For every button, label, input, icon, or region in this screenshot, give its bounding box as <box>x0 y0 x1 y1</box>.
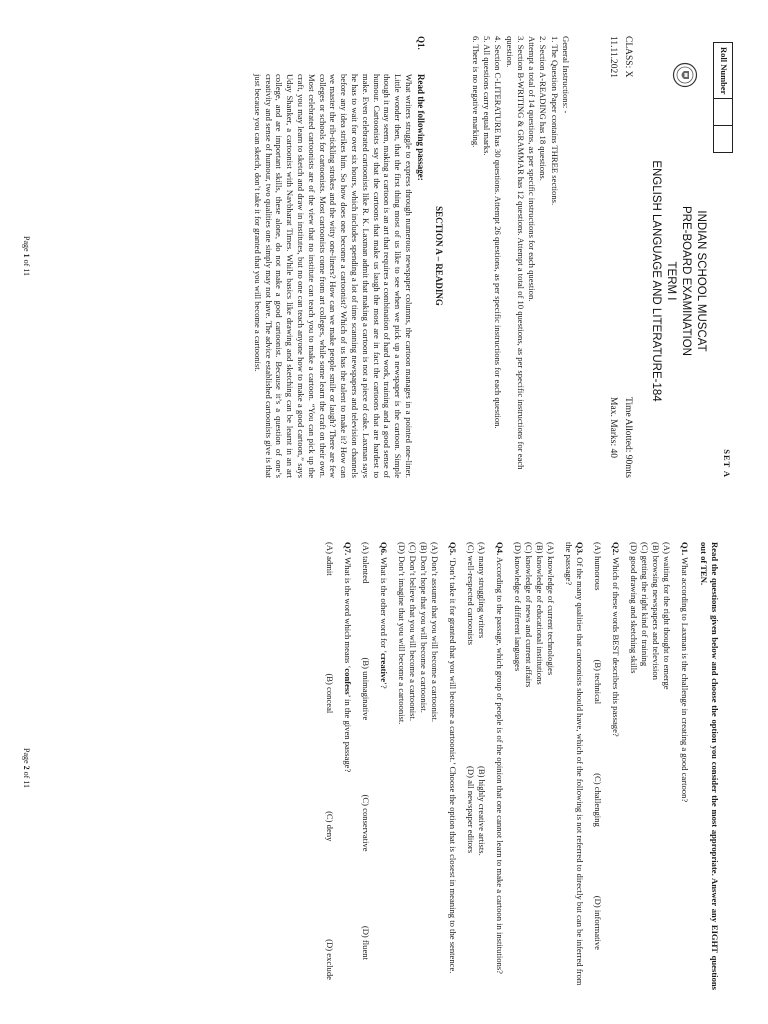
option: (B) browsing newspapers and television <box>651 542 661 680</box>
option: (A) waiting for the right thought to emerge <box>662 542 672 690</box>
instruction-item: 6. There is no negative marking. <box>470 36 481 148</box>
subject-name: ENGLISH LANGUAGE AND LITERATURE-184 <box>650 160 662 402</box>
question <box>378 542 389 990</box>
footer-prefix: Page <box>22 236 31 254</box>
exam-date: 11.11.2021 <box>608 36 618 79</box>
question-text: According to the passage, which group of people is of the opinion that one cannot learn to make a cartoon in institutions? <box>495 556 505 974</box>
question <box>679 542 690 990</box>
option-row <box>360 542 371 990</box>
question <box>563 542 585 990</box>
passage-heading: Read the following passage: <box>416 74 426 181</box>
term-name: TERM I <box>665 261 677 301</box>
option: (B) highly creative artists. <box>477 766 487 856</box>
footer-prefix: Page <box>22 748 31 766</box>
school-name: INDIAN SCHOOL MUSCAT <box>695 210 707 352</box>
set-label: SET A <box>722 449 732 478</box>
instruction-item: 3. Section B-WRITING & GRAMMAR has 12 questions. Attempt a total of 10 questions, as per specific instructions for each question. <box>504 36 526 470</box>
option: (B) unimaginative <box>361 657 371 721</box>
question <box>447 542 458 990</box>
option: (A) many struggling writers <box>477 542 487 639</box>
question-number: Q5. <box>448 542 458 556</box>
question-number: Q7. <box>343 542 353 556</box>
page-2 <box>0 512 768 1024</box>
footer-page-number: 1 <box>22 253 31 258</box>
option: (A) talented <box>361 542 371 584</box>
class-label: CLASS: X <box>623 36 633 78</box>
option: (C) Don’t believe that you will become a cartoonist. <box>408 542 418 722</box>
question-text: Of the many qualities that cartoonists should have, which of the following is not referred to directly but can be inferred from the passage? <box>564 542 585 986</box>
page-footer <box>22 512 31 1024</box>
instruction-item: 1. The Question Paper contains THREE sections. <box>549 36 560 206</box>
option-row <box>592 542 603 990</box>
time-allotted: Time Allotted: 90mts <box>623 397 633 478</box>
page-footer <box>22 0 31 512</box>
question-text: ‘Don’t take it for granted that you will become a cartoonist.’ Choose the option that is closest in meaning to the sentence. <box>448 557 458 974</box>
option-row <box>324 542 335 990</box>
questions-block <box>324 542 720 990</box>
option-list <box>396 542 440 990</box>
option: (A) humorous <box>593 542 603 591</box>
option: (C) getting the right kind of training <box>640 542 650 667</box>
option: (C) knowledge of news and current affairs <box>524 542 534 688</box>
question-number: Q1. <box>680 542 690 556</box>
option-list <box>628 542 672 990</box>
exam-header <box>648 90 708 472</box>
exam-name: PRE-BOARD EXAMINATION <box>680 206 692 356</box>
max-marks: Max. Marks: 40 <box>608 397 618 458</box>
school-crest-icon <box>672 62 698 88</box>
footer-suffix: of 11 <box>22 257 31 276</box>
roll-number-cell <box>714 99 732 126</box>
option: (C) conservative <box>361 794 371 852</box>
question-keyword: confess <box>343 668 353 695</box>
instruction-item: 4. Section C-LITERATURE has 30 questions. Attempt 26 questions, as per specific instructions for each question. <box>493 36 504 429</box>
question-keyword: creative <box>379 653 389 683</box>
general-instructions <box>469 36 571 478</box>
instruction-item: Attempt a total of 14 questions, as per specific instructions for each question. <box>527 36 538 302</box>
option: (A) Don’t assume that you will become a cartoonist. <box>430 542 440 723</box>
option: (D) good drawing and sketching skills <box>629 542 639 674</box>
option: (B) knowledge of educational institutions <box>535 542 545 685</box>
roll-number-cell <box>714 126 732 152</box>
option: (B) conceal <box>325 673 335 714</box>
option: (B) Don’t hope that you will become a cartoonist. <box>419 542 429 713</box>
option: (C) challenging <box>593 773 603 827</box>
question <box>610 542 621 990</box>
question-number: Q6. <box>379 542 389 556</box>
question-text-before: What is the word which means ‘ <box>343 557 353 669</box>
option: (C) well-respected cartoonists <box>466 542 476 646</box>
roll-number-box <box>713 42 733 153</box>
question-number: Q3. <box>575 542 585 556</box>
option-grid <box>465 542 487 990</box>
option: (C) deny <box>325 811 335 842</box>
question-text-after: ’ in the given passage? <box>343 694 353 773</box>
option-list <box>512 542 556 990</box>
footer-suffix: of 11 <box>22 769 31 788</box>
option: (D) Don’t imagine that you will become a cartoonist. <box>397 542 407 725</box>
question <box>494 542 505 990</box>
instructions-title: General Instructions: - <box>561 36 571 114</box>
question-number: Q4. <box>495 542 505 556</box>
question-text: What according to Laxman is the challenge in creating a good cartoon? <box>680 557 690 803</box>
option: (A) admit <box>325 542 335 576</box>
question-text-after: ’? <box>379 682 389 689</box>
option: (B) technical <box>593 659 603 705</box>
question-number: Q2. <box>611 542 621 556</box>
question <box>342 542 353 990</box>
footer-page-number: 2 <box>22 765 31 770</box>
question-text: Which of these words BEST describes this passage? <box>611 557 621 737</box>
instruction-item: 5. All questions carry equal marks. <box>481 36 492 156</box>
option: (D) knowledge of different languages <box>513 542 523 672</box>
option: (A) knowledge of current technologies <box>546 542 556 676</box>
instruction-item: 2. Section A-READING has 18 questions. <box>538 36 549 181</box>
passage-question-number: Q1. <box>416 36 426 50</box>
reading-passage: What writers struggle to express through numerous newspaper columns, the cartoon manages in a pointed one-liner. Little wonder then, that the first thing most of us like to see when we pick up a newspaper is the cartoon. Simple though it may seem, making a cartoon is an art that requires a combination of hard work, training and a good sense of humour. Cartoonists say that the cartoons that make us laugh the most are in fact the cartoons that are hardest to make. Even celebrated cartoonists like R. K. Laxman admit that making a cartoon is not a piece of cake. Laxman says he has to wait for over six hours, which includes spending a lot of time scanning newspapers and television channels before any idea strikes him. So how does one become a cartoonist? Which of us has the talent to make it? How can we master the rib-tickling strokes and the witty one-liners? How can we make people smile or laugh? There are few colleges or schools for cartoonists. Most cartoonists come from art colleges, while some learn the craft on their own. Most celebrated cartoonists are of the view that no institute can teach you to make a cartoon. “You can pick up the craft, you may learn to sketch and draw in institutes, but no one can teach anyone how to make a good cartoon,” says Uday Shanker, a cartoonist with Navbharat Times. While basics like drawing and sketching can be learnt in an art college, and are important skills, these alone, do not make a good cartoonist. Because it’s a question of one’s creativity and sense of humour, two qualities one simply may not have. The advice established cartoonists give is that just because you can sketch, don’t take it for granted that you will become a cartoonist. <box>252 74 414 478</box>
option: (D) exclude <box>325 939 335 980</box>
questions-instruction: Read the questions given below and choose the option you consider the most appropriate. Answer any EIGHT questions out of TEN. <box>699 542 720 990</box>
roll-number-label: Roll Number <box>714 43 732 99</box>
option: (D) informative <box>593 895 603 950</box>
option: (D) fluent <box>361 925 371 960</box>
option: (D) all newspaper editors <box>466 766 476 854</box>
section-a-title: SECTION A – READING <box>434 206 444 306</box>
question-text-before: What is the other word for ‘ <box>379 557 389 654</box>
